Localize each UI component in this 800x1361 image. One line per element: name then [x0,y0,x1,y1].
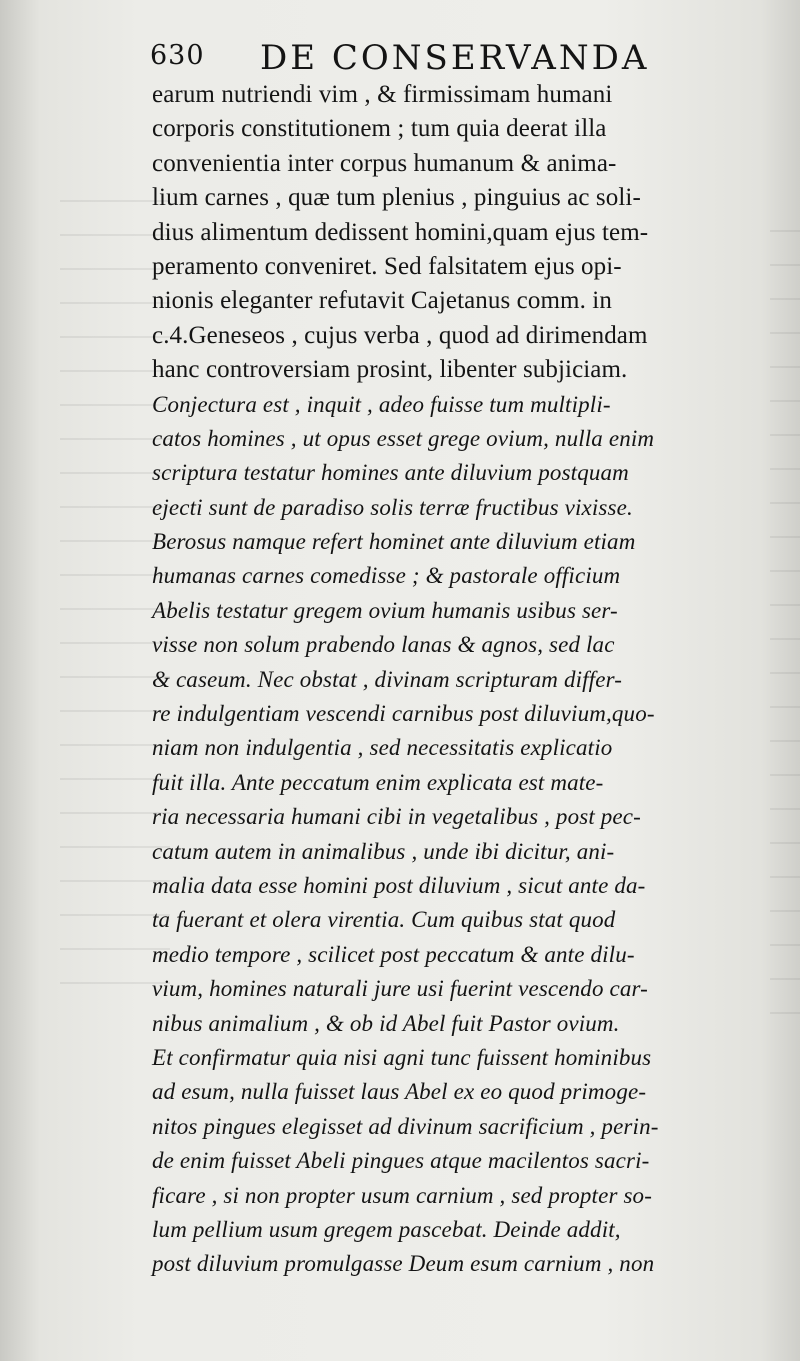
text-line: earum nutriendi vim , & firmissimam humani [152,81,613,108]
text-line: fuit illa. Ante peccatum enim explicata est mate- [152,769,604,795]
text-line: Et confirmatur quia nisi agni tunc fuissent hominibus [152,1044,652,1070]
text-line: & caseum. Nec obstat , divinam scripturam differ- [152,666,623,692]
text-line: visse non solum prabendo lanas & agnos, sed lac [152,632,615,658]
text-line: ficare , si non propter usum carnium , sed propter so- [152,1182,653,1208]
text-line: humanas carnes comedisse ; & pastorale officium [152,563,621,589]
text-line: Abelis testatur gregem ovium humanis usibus ser- [152,597,618,623]
text-line: re indulgentiam vescendi carnibus post diluvium,quo- [152,701,655,727]
text-line: Conjectura est , inquit , adeo fuisse tum multipli- [152,391,611,417]
text-line: medio tempore , scilicet post peccatum & ante dilu- [152,941,635,967]
running-title: DE CONSERVANDA [260,38,650,78]
text-line: catos homines , ut opus esset grege ovium, nulla enim [152,425,655,451]
text-line: dius alimentum dedissent homini,quam ejus tem- [152,218,649,246]
text-line: scriptura testatur homines ante diluvium postquam [152,460,629,486]
text-line: malia data esse homini post diluvium , sicut ante da- [152,872,646,898]
text-line: ad esum, nulla fuisset laus Abel ex eo quod primoge- [152,1079,647,1105]
page-header [150,38,770,78]
text-line: lum pellium usum gregem pascebat. Deinde addit, [152,1216,621,1242]
show-through-right [770,230,800,1030]
text-line: vium, homines naturali jure usi fuerint vescendo car- [152,976,648,1002]
text-line: nitos pingues elegisset ad divinum sacrificium , perin- [152,1113,659,1139]
text-line: nibus animalium , & ob id Abel fuit Pastor ovium. [152,1010,620,1036]
text-line: corporis constitutionem ; tum quia deerat illa [152,115,607,143]
text-line: niam non indulgentia , sed necessitatis explicatio [152,735,613,761]
text-line: ria necessaria humani cibi in vegetalibus , post pec- [152,804,641,830]
text-line: nionis eleganter refutavit Cajetanus comm. in [152,287,612,315]
text-line: c.4.Geneseos , cujus verba , quod ad dirimendam [152,321,648,349]
body-text [152,78,772,1282]
text-line: lium carnes , quæ tum plenius , pinguius ac soli- [152,184,641,212]
text-line: hanc controversiam prosint, libenter subjiciam. [152,356,628,384]
text-line: ta fuerant et olera virentia. Cum quibus stat quod [152,907,616,933]
text-line: peramento conveniret. Sed falsitatem ejus opi- [152,252,622,280]
text-line: catum autem in animalibus , unde ibi dicitur, ani- [152,838,615,864]
text-line: de enim fuisset Abeli pingues atque macilentos sacri- [152,1148,650,1174]
text-line: ejecti sunt de paradiso solis terræ fructibus vixisse. [152,494,633,520]
text-line: post diluvium promulgasse Deum esum carnium , non [152,1251,655,1277]
text-line: convenientia inter corpus humanum & anima- [152,149,617,177]
page-number: 630 [150,40,205,71]
text-line: Berosus namque refert hominet ante diluvium etiam [152,529,636,555]
